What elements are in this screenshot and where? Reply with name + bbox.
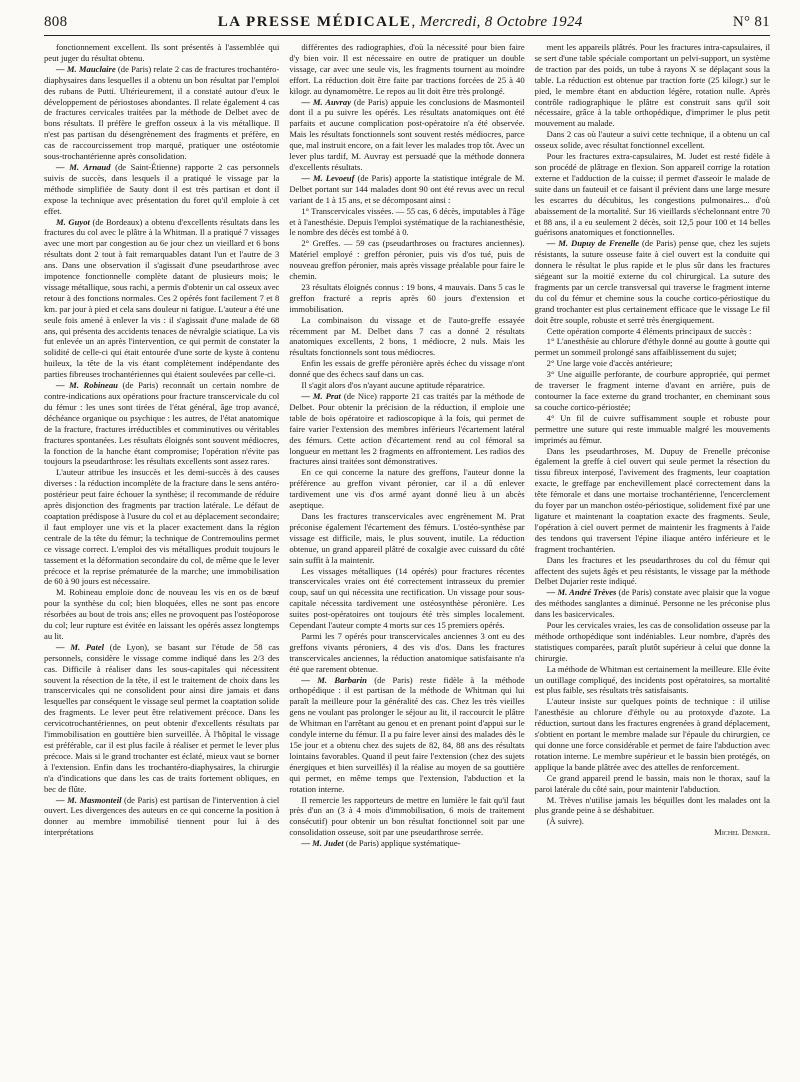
- paragraph-text: (de Paris) apporte la statistique intégrale de M. Delbet portant sur 144 malades dont 90 ont été revus avec un recul variant de 1 à 15 ans, et se décomposant ainsi :: [289, 172, 525, 205]
- article-paragraph: [289, 467, 524, 511]
- article-paragraph: [535, 336, 770, 358]
- paragraph-text: L'auteur insiste sur quelques points de technique : il utilise l'anesthésie au chlorure d'éthyle ou au protoxyde d'azote. La réduction, surtout dans les fractures engrenées à grand déplacement, s'obtient en portant le membre malade sur l'épaule du chirurgien, ce qui donne une force considérable et permet de faire l'abduction avec rotation interne. Le membre supérieur et le bassin bien protégés, on applique la bande plâtrée avec des attelles de renforcement.: [534, 696, 770, 772]
- article-paragraph: [289, 206, 524, 239]
- article-paragraph: [535, 326, 770, 337]
- article-paragraph: [535, 129, 770, 151]
- speaker-name: — M. Levoeuf: [301, 172, 355, 183]
- speaker-name: — M. André Trèves: [546, 587, 617, 598]
- paragraph-text: 3° Une aiguille perforante, de courbure appropriée, qui permet de traverser le fragment interne d'avant en arrière, puis de contourner la face externe du grand trochanter, en cheminant sous sa couche cortico-périostée;: [534, 369, 770, 412]
- article-paragraph: [535, 620, 770, 664]
- paragraph-text: Cette opération comporte 4 éléments principaux de succès :: [546, 325, 752, 336]
- paragraph-text: Dans 2 cas où l'auteur a suivi cette technique, il a obtenu un cal osseux solide, avec résultat fonctionnel excellent.: [534, 129, 770, 151]
- paragraph-text: 4° Un fil de cuivre suffisamment souple et robuste pour permettre une suture qui reste immuable malgré les mouvements imprimés au fémur.: [534, 412, 770, 445]
- article-paragraph: [289, 97, 524, 173]
- page-number: 808: [44, 14, 68, 30]
- article-paragraph: [289, 42, 524, 97]
- article-paragraph: [44, 795, 279, 839]
- paragraph-text: La combinaison du vissage et de l'auto-greffe essayée récemment par M. Delbet dans 7 cas a donné 2 résultats anatomiques excellents, 2 bons, 1 médiocre, 2 nuls. Mais les résultats fonctionnels sont tous médiocres.: [289, 314, 525, 358]
- page-header: [44, 14, 770, 36]
- speaker-name: — M. Barbarin: [301, 674, 367, 685]
- paragraph-text: Il remercie les rapporteurs de mettre en lumière le fait qu'il faut près d'un an (3 à 4 mois d'immobilisation, 6 mois de traitement consécutif) pour obtenir un bon résultat fonctionnel soit par une consolidation osseuse, soit par une pseudarthrose serrée.: [289, 794, 525, 838]
- paragraph-text: L'auteur attribue les insuccès et les demi-succès à des causes diverses : la réduction incomplète de la fracture dans le sens antéro-postérieur peut faire échouer la synthèse; il recommande de réduire après disjonction des fragments par traction latérale. Le défaut de coaptation prédispose à l'usure du col et au déplacement secondaire; il faut employer une vis et la placer exactement dans la région centrale de la tête du fémur; la technique de Contremoulins permet ce vissage correct. L'emploi des vis métalliques produit toujours le tassement et la déformation secondaire du col, de même que le lever précoce et la reprise prématurée de la marche; une immobilisation de 60 à 90 jours est nécessaire.: [44, 467, 280, 587]
- column-1: [44, 42, 279, 1082]
- article-paragraph: [535, 587, 770, 620]
- paragraph-text: Pour les cervicales vraies, les cas de consolidation osseuse par la méthode orthopédique sont indéniables. Leur nombre, d'après des statistiques comparées, paraît plutôt supérieur à celui que donne la chirurgie.: [534, 620, 770, 663]
- article-paragraph: [44, 467, 279, 587]
- article-paragraph: [289, 238, 524, 282]
- article-paragraph: [44, 42, 279, 64]
- article-paragraph: [289, 795, 524, 839]
- journal-title: LA PRESSE MÉDICALE: [217, 14, 412, 30]
- article-paragraph: [535, 696, 770, 772]
- speaker-name: — M. Patel: [56, 641, 105, 652]
- article-paragraph: [289, 315, 524, 359]
- paragraph-text: Parmi les 7 opérés pour transcervicales anciennes 3 ont eu des greffons vivants péroniers, 4 des vis d'os. Dans les fractures transcervicales anciennes, la réduction anatomique satisfaisante n'a été que rarement obtenue.: [289, 630, 525, 674]
- article-columns: [44, 42, 770, 1082]
- paragraph-text: (de Paris) applique systématique-: [343, 838, 461, 849]
- paragraph-text: En ce qui concerne la nature des greffons, l'auteur donne la préférence au greffon vivant péronier, car il a dû enlever tardivement une vis d'os armé ayant donné lieu à un abcès aseptique.: [289, 467, 525, 511]
- paragraph-text: (de Paris) constate avec plaisir que la vogue des méthodes sanglantes a diminué. Personne ne les préconise plus dans les basicervicales.: [534, 587, 770, 620]
- masthead: LA PRESSE MÉDICALE, Mercredi, 8 Octobre 1924: [217, 14, 583, 30]
- article-paragraph: [44, 64, 279, 162]
- paragraph-text: (À suivre).: [546, 816, 584, 827]
- paragraph-text: différentes des radiographies, d'où la nécessité pour bien faire d'y bien voir. Il est nécessaire en outre de pratiquer un double vissage, car avec une seule vis, les fragments tournent au moindre effort. La réduction doit être faite par tractions forcées de 25 à 40 kilogr. au dynamomètre. Le repos au lit doit être très prolongé.: [289, 42, 525, 96]
- paragraph-text: (de Saint-Étienne) rapporte 2 cas personnels suivis de succès, dans lesquels il a pratiqué le vissage par la méthode simplifiée de Sauty dont il est très partisan et dont il expose la technique avec présentation du foret qu'il emploie à cet effet.: [44, 161, 280, 216]
- paragraph-text: Les vissages métalliques (14 opérés) pour fractures récentes transcervicales vraies ont été correctement intrasseux du premier coup, sauf un qui nécessita une rectification. Un vissage pour sous-capitale nécessita tardivement une ostéosynthèse péronière. Les suites post-opératoires ont toujours été très simples localement. Cependant l'auteur compte 4 morts sur ces 15 premiers opérés.: [289, 565, 525, 631]
- article-paragraph: [289, 566, 524, 631]
- paragraph-text: (de Paris) appuie les conclusions de Masmonteil dont il a pu suivre les opérés. Les résultats anatomiques ont été parfaits et aucune complication post-opératoire n'a été observée. Mais les résultats fonctionnels sont souvent restés médiocres, parce que, mal instruit encore, on a fait lever les malades trop tôt. Avec un lever plus tardif, M. Auvray est persuadé que la méthode donnera d'excellents résultats.: [289, 96, 525, 172]
- paragraph-text: 1° Transcervicales vissées. — 55 cas, 6 décès, imputables à l'âge et à l'anesthésie. Depuis l'emploi systématique de la rachianesthésie, le nombre des décès est tombé à 0.: [289, 205, 525, 238]
- article-paragraph: [535, 151, 770, 238]
- article-paragraph: [535, 358, 770, 369]
- paragraph-text: 1° L'anesthésie au chlorure d'éthyle donné au goutte à goutte qui permet un sommeil prolongé sans affaiblissement du sujet;: [534, 336, 770, 358]
- paragraph-text: (de Paris) relate 2 cas de fractures trochantéro-diaphysaires dans lesquelles il a obtenu un bon résultat par l'emploi des rubans de Putti. Ultérieurement, il a constaté autour d'eux le développement de périostoses abondantes. Il relate également 4 cas de fractures cervicales traitées par la méthode de Delbet avec de bons résultats. Il préfère le greffon osseux à la vis métallique. Il n'est pas partisan du désengrènement des fragments et préfère, en cas de raccourcissement trop marqué, pratiquer une ostéotomie sous-trochantérienne après consolidation.: [44, 63, 280, 162]
- paragraph-text: Il s'agit alors d'os n'ayant aucune aptitude réparatrice.: [301, 380, 485, 391]
- article-paragraph: [289, 380, 524, 391]
- paragraph-text: (de Lyon), se basant sur l'étude de 58 cas personnels, considère le vissage comme indiqué dans les 2/3 des cas. Difficile à réaliser dans les sous-capitales qui nécessitent souvent la résection de la tête, il est le traitement de choix dans les transcervicales qui ne consolident pour ainsi dire jamais et dans lesquelles par conséquent le vissage seul permet la coaptation solide des fragments. Le lever peut être relativement précoce. Dans les cervicotrochantériennes, on peut obtenir d'excellents résultats par l'immobilisation en gouttière bien surveillée. À l'hôpital le vissage est préférable, car il est plus facile à réaliser et permet le lever plus précoce. Mais si le grand trochanter est éclaté, mieux vaut se borner à l'extension. Enfin dans les trochantéro-diaphysaires, la chirurgie n'a d'indications que dans les cas de traits fortement obliques, en bec de flûte.: [44, 641, 280, 794]
- speaker-name: — M. Prat: [301, 391, 341, 401]
- paragraph-text: Dans les fractures transcervicales avec engrènement M. Prat préconise également l'écartement des fémurs. L'ostéo-synthèse par vissage est difficile, mais, le plus souvent, inutile. La réduction obtenue, un grand appareil plâtré de coxalgie avec cuissard du côté sain suffit à la maintenir.: [289, 510, 525, 565]
- paragraph-text: Ce grand appareil prend le bassin, mais non le thorax, sauf la paroi latérale du côté sain, pour maintenir l'abduction.: [534, 772, 770, 794]
- article-paragraph: [289, 358, 524, 380]
- article-paragraph: [44, 380, 279, 467]
- article-paragraph: [535, 369, 770, 413]
- article-paragraph: [535, 773, 770, 795]
- paragraph-text: Pour les fractures extra-capsulaires, M. Judet est resté fidèle à son procédé de plâtrage en flexion. Son appareil corrige la rotation externe et l'adduction de la cuisse; il permet d'asseoir le malade de suite dans un fauteuil et ce faisant il prévient dans une large mesure les escarres du décubitus, les congestions pulmonaires... d'où abaissement de la mortalité. Sur 16 vieillards s'échelonnant entre 70 et 88 ans, il a eu seulement 2 décès, soit 12,5 pour 100 et 14 belles guérisons anatomiques et fonctionnelles.: [534, 151, 770, 238]
- speaker-name: — M. Auvray: [301, 96, 352, 107]
- paragraph-text: Dans les pseudarthroses, M. Dupuy de Frenelle préconise également la greffe à ciel ouvert qui seule permet la résection du tissu fibreux interposé, l'avivement des fragments, leur coaptation exacte, le greffage par enchevillement placé correctement dans la tête fémorale et dans une mortaise trochantérienne, l'encerclement du foyer par un manchon ostéo-périostique, solidement fixé par une ligature et maintenant la coaptation exacte des fragments. Seule, l'opération à ciel ouvert permet de maintenir les fragments à l'aide des tendons qui traversent l'épine iliaque antéro inférieure et le fragment trochantérien.: [534, 445, 770, 554]
- author-signature: Michel Denker.: [714, 827, 770, 838]
- article-paragraph: [289, 173, 524, 206]
- paragraph-text: M. Robineau emploie donc de nouveau les vis en os de bœuf pour la synthèse du col; bien bloquées, elles ne sont pas encore résorbées au bout de trois ans; elles ne provoquent pas l'ostéoporose du col; leur rupture est évitée en laissant les opérés assez longtemps au lit.: [44, 587, 280, 641]
- article-paragraph: [44, 217, 279, 381]
- article-paragraph: [44, 587, 279, 642]
- issue-date: Mercredi, 8 Octobre 1924: [419, 14, 583, 30]
- article-paragraph: [535, 42, 770, 129]
- paragraph-text: 23 résultats éloignés connus : 19 bons, 4 mauvais. Dans 5 cas le greffon fracturé a repris après 60 jours d'extension et immobilisation.: [289, 281, 525, 314]
- column-2: [289, 42, 524, 1082]
- article-paragraph: [535, 413, 770, 446]
- article-paragraph: [289, 391, 524, 467]
- speaker-name: — M. Masmonteil: [56, 794, 122, 805]
- paragraph-text: 2° Une large voie d'accès antérieure;: [546, 358, 673, 369]
- article-paragraph: [535, 664, 770, 697]
- article-paragraph: [289, 511, 524, 566]
- speaker-name: M. Guyot: [56, 216, 90, 227]
- article-paragraph: [535, 816, 770, 827]
- article-paragraph: [535, 795, 770, 817]
- paragraph-text: Enfin les essais de greffe péronière après échec du vissage n'ont donné que des échecs sauf dans un cas.: [289, 358, 525, 380]
- article-paragraph: [535, 238, 770, 325]
- speaker-name: — M. Robineau: [56, 380, 118, 391]
- article-paragraph: [289, 282, 524, 315]
- issue-number: N° 81: [732, 14, 770, 30]
- speaker-name: — M. Dupuy de Frenelle: [546, 238, 640, 249]
- article-paragraph: [535, 555, 770, 588]
- paragraph-text: fonctionnement excellent. Ils sont présentés à l'assemblée qui peut juger du résultat obtenu.: [44, 42, 280, 63]
- speaker-name: — M. Judet: [301, 838, 344, 849]
- speaker-name: — M. Mauclaire: [56, 63, 116, 74]
- paragraph-text: (de Paris) reconnaît un certain nombre de contre-indications aux opérations pour fracture transcervicale du col du fémur : les unes sont tirées de l'état général, âge trop avancé, déchéance organique ou psychique : les autres, de l'état anatomique de la fracture, fractures irréductibles et comminutives ou véritables fractures spontanées. Les résultats éloignés sont souvent médiocres, la fonction de la hanche étant compromise; l'opération n'évite pas toujours la pseudarthrose: les résultats excellents sont assez rares.: [44, 380, 280, 467]
- speaker-name: — M. Arnaud: [56, 161, 111, 172]
- paragraph-text: La méthode de Whitman est certainement la meilleure. Elle évite un outillage compliqué, des incidents post opératoires, sa mortalité est plus faible, ses résultats très satisfaisants.: [534, 663, 770, 696]
- paragraph-text: (de Nice) rapporte 21 cas traités par la méthode de Delbet. Pour obtenir la précision de la réduction, il emploie une table de bois opératoire et radioscopique à la fois, qui permet de faire varier l'extension des membres inférieurs l'écartement latéral des fémurs. Cette action d'écartement rend au col fémoral sa longueur en mettant les 2 fragments en affrontement. Les radios des fractures ainsi traitées sont démonstratives.: [289, 391, 525, 467]
- article-paragraph: [535, 446, 770, 555]
- paragraph-text: (de Bordeaux) a obtenu d'excellents résultats dans les fractures du col avec le plâtre à la Whitman. Il a pratiqué 7 vissages avec une mort par congestion au 6e jour chez un vieillard et 6 bons résultats dont 2 tout à fait remarquables datant l'un et l'autre de 3 ans. Dans une observation il s'agissait d'une pseudarthrose avec impotence fonctionnelle complète datant de plusieurs mois; le vissage métallique, sous rachi, a permis d'obtenir un cal osseux avec retour à des fonctions normales. Ces 2 opérés font facilement 7 et 8 km. par jour à pied et cela sans douleur ni fatigue. L'auteur a été une seule fois amené à enlever la vis : il s'agissait d'une malade de 68 ans, qui présenta des accidents tenaces de névralgie sciatique. La vis fut enlevée un an après l'intervention, ce qui permit de constater la solidité de celle-ci qui était entourée d'une sorte de kyste à contenu huileux, la tête de la vis étant complètement indépendante des parties fibreuses trochantériennes qui étaient soulevées par celle-ci.: [44, 216, 280, 380]
- article-paragraph: [44, 642, 279, 795]
- paragraph-text: 2° Greffes. — 59 cas (pseudarthroses ou fractures anciennes). Matériel employé : greffon péronier, puis vis d'os tué, puis de nouveau greffon péronier, mais après vissage préalable pour faire le chemin.: [289, 238, 525, 282]
- paragraph-text: Dans les fractures et les pseudarthroses du col du fémur qui affectent des sujets âgés et peu résistants, le vissage par la méthode Delbet Dujarier reste indiqué.: [534, 554, 770, 587]
- paragraph-text: M. Trèves n'utilise jamais les béquilles dont les malades ont la plus grande peine à se déshabituer.: [534, 794, 770, 816]
- article-paragraph: [44, 162, 279, 217]
- paragraph-text: ment les appareils plâtrés. Pour les fractures intra-capsulaires, il se sert d'une table spéciale comportant un pelvi-support, un système de traction par des poids, un tube à rayons X se déplaçant sous la table. La réduction est obtenue par traction forte (25 kilogr.) sur le pied, le membre étant en abduction légère, rotation nulle. Après contrôle radiographique le plâtre est construit sans qu'il soit nécessaire, grâce à la table orthopédique, d'imprimer le plus petit mouvement au malade.: [534, 42, 770, 129]
- article-paragraph: [289, 675, 524, 795]
- paragraph-text: (de Paris) pense que, chez les sujets résistants, la suture osseuse faite à ciel ouvert est la conduite qui donnera le résultat le plus rapide et le plus sûr dans les fractures siégeant sur la moitié externe du col chirurgical. La suture des fragments par un cercle transversal qui traverse le fragment interne du col du fémur et chemine sous la couche cortico-périostique du grand trochanter est plus certainement efficace que le vissage Le fil doit être souple, robuste et serré très énergiquement.: [534, 238, 770, 325]
- column-3: [535, 42, 770, 1082]
- article-paragraph: [289, 838, 524, 849]
- paragraph-text: (de Paris) reste fidèle à la méthode orthopédique : il est partisan de la méthode de Whitman qui lui paraît la meilleure pour la généralité des cas. Chez les très vieilles gens ne voulant pas prolonger le séjour au lit, il raccourcit le plâtre de Whitman en l'arrêtant au genou et en prenant point d'appui sur le condyle interne du fémur. Il a pu faire lever ainsi des malades dès le 15e jour et a obtenu chez des sujets de 82, 84, 88 ans des résultats lointains favorables. Quand il peut faire l'extension (chez des sujets énergiques et bien surveillés) il la réalise au moyen de sa gouttière qui permet, en même temps que l'extension, l'abduction et la rotation interne.: [289, 674, 525, 794]
- article-paragraph: [289, 631, 524, 675]
- paragraph-text: (de Paris) est partisan de l'intervention à ciel ouvert. Les divergences des auteurs en ce qui concerne la position à donner au membre immobilisé tiennent pour lui à des interprétations: [44, 794, 280, 838]
